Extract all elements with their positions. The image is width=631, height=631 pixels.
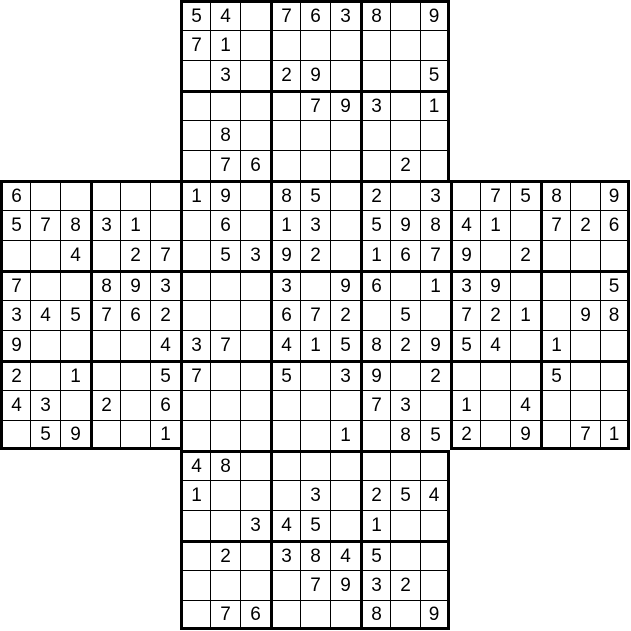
- cell-r2-c14-given: 5: [420, 60, 450, 90]
- cell-r11-c10-given: 1: [300, 330, 330, 360]
- cell-r6-c16-given: 7: [480, 180, 510, 210]
- cell-r4-c14-empty[interactable]: [420, 120, 450, 150]
- cell-r14-c7-empty[interactable]: [210, 420, 240, 450]
- cell-r13-c4-empty[interactable]: [120, 390, 150, 420]
- cell-r7-c12-given: 5: [360, 210, 390, 240]
- cell-r2-c6-empty[interactable]: [180, 60, 210, 90]
- cell-r7-c4-given: 1: [120, 210, 150, 240]
- cell-r9-c12-given: 6: [360, 270, 390, 300]
- cell-r12-c14-given: 2: [420, 360, 450, 390]
- cell-r18-c10-given: 8: [300, 540, 330, 570]
- cell-r9-c2-empty[interactable]: [60, 270, 90, 300]
- cell-r5-c6-empty[interactable]: [180, 150, 210, 180]
- cell-r16-c6-given: 1: [180, 480, 210, 510]
- cell-r2-c9-given: 2: [270, 60, 300, 90]
- cell-r10-c3-given: 7: [90, 300, 120, 330]
- cell-r16-c10-given: 3: [300, 480, 330, 510]
- cell-r13-c16-empty[interactable]: [480, 390, 510, 420]
- cell-r10-c7-empty[interactable]: [210, 300, 240, 330]
- cell-r1-c9-empty[interactable]: [270, 30, 300, 60]
- cell-r6-c5-empty[interactable]: [150, 180, 180, 210]
- cell-r11-c12-given: 8: [360, 330, 390, 360]
- cell-r6-c15-empty[interactable]: [450, 180, 480, 210]
- cell-r14-c12-empty[interactable]: [360, 420, 390, 450]
- cell-r10-c19-given: 9: [570, 300, 600, 330]
- cell-r9-c1-empty[interactable]: [30, 270, 60, 300]
- cell-r19-c13-given: 2: [390, 570, 420, 600]
- cell-r13-c11-empty[interactable]: [330, 390, 360, 420]
- cell-r10-c8-empty[interactable]: [240, 300, 270, 330]
- cell-r13-c8-empty[interactable]: [240, 390, 270, 420]
- cell-r16-c14-given: 4: [420, 480, 450, 510]
- cell-r13-c20-empty[interactable]: [600, 390, 630, 420]
- cell-r16-c11-empty[interactable]: [330, 480, 360, 510]
- cell-r8-c9-given: 9: [270, 240, 300, 270]
- cell-r12-c20-empty[interactable]: [600, 360, 630, 390]
- cell-r7-c19-given: 2: [570, 210, 600, 240]
- cell-r12-c18-given: 5: [540, 360, 570, 390]
- cell-r9-c10-empty[interactable]: [300, 270, 330, 300]
- cell-r7-c6-empty[interactable]: [180, 210, 210, 240]
- cell-r9-c6-empty[interactable]: [180, 270, 210, 300]
- cell-r8-c19-empty[interactable]: [570, 240, 600, 270]
- cell-r8-c13-given: 6: [390, 240, 420, 270]
- cell-r19-c9-empty[interactable]: [270, 570, 300, 600]
- cell-r18-c14-empty[interactable]: [420, 540, 450, 570]
- cell-r12-c6-given: 7: [180, 360, 210, 390]
- cell-r6-c0-given: 6: [0, 180, 30, 210]
- cell-r12-c10-empty[interactable]: [300, 360, 330, 390]
- cell-r12-c8-empty[interactable]: [240, 360, 270, 390]
- cell-r20-c14-given: 9: [420, 600, 450, 630]
- cell-r13-c2-empty[interactable]: [60, 390, 90, 420]
- cell-r20-c13-empty[interactable]: [390, 600, 420, 630]
- cell-r20-c7-given: 7: [210, 600, 240, 630]
- cell-r8-c6-empty[interactable]: [180, 240, 210, 270]
- cell-r18-c6-empty[interactable]: [180, 540, 210, 570]
- cell-r6-c20-given: 9: [600, 180, 630, 210]
- cell-r1-c12-empty[interactable]: [360, 30, 390, 60]
- cell-r4-c10-empty[interactable]: [300, 120, 330, 150]
- cell-r15-c8-empty[interactable]: [240, 450, 270, 480]
- cell-r14-c4-empty[interactable]: [120, 420, 150, 450]
- cell-r12-c16-empty[interactable]: [480, 360, 510, 390]
- cell-r11-c5-given: 4: [150, 330, 180, 360]
- cell-r6-c12-given: 2: [360, 180, 390, 210]
- cell-r3-c10-given: 7: [300, 90, 330, 120]
- cell-r10-c2-given: 5: [60, 300, 90, 330]
- cell-r11-c14-given: 9: [420, 330, 450, 360]
- cell-r11-c19-empty[interactable]: [570, 330, 600, 360]
- cell-r19-c12-given: 3: [360, 570, 390, 600]
- cell-r17-c6-empty[interactable]: [180, 510, 210, 540]
- cell-r9-c0-given: 7: [0, 270, 30, 300]
- cell-r10-c1-given: 4: [30, 300, 60, 330]
- cell-r6-c6-given: 1: [180, 180, 210, 210]
- cell-r6-c7-given: 9: [210, 180, 240, 210]
- cell-r14-c1-given: 5: [30, 420, 60, 450]
- cell-r9-c9-given: 3: [270, 270, 300, 300]
- cell-r17-c8-given: 3: [240, 510, 270, 540]
- cell-r8-c5-given: 7: [150, 240, 180, 270]
- cell-r0-c9-given: 7: [270, 0, 300, 30]
- cell-r8-c7-given: 5: [210, 240, 240, 270]
- cell-r12-c7-empty[interactable]: [210, 360, 240, 390]
- cell-r11-c13-given: 2: [390, 330, 420, 360]
- cell-r10-c11-given: 2: [330, 300, 360, 330]
- cell-r3-c7-empty[interactable]: [210, 90, 240, 120]
- cell-r14-c16-empty[interactable]: [480, 420, 510, 450]
- cell-r1-c6-given: 7: [180, 30, 210, 60]
- cell-r8-c10-given: 2: [300, 240, 330, 270]
- cell-r2-c8-empty[interactable]: [240, 60, 270, 90]
- cell-r1-c10-empty[interactable]: [300, 30, 330, 60]
- cell-r1-c14-empty[interactable]: [420, 30, 450, 60]
- cell-r17-c7-empty[interactable]: [210, 510, 240, 540]
- cell-r10-c20-given: 8: [600, 300, 630, 330]
- cell-r14-c17-given: 9: [510, 420, 540, 450]
- cell-r17-c13-empty[interactable]: [390, 510, 420, 540]
- cell-r14-c9-empty[interactable]: [270, 420, 300, 450]
- cell-r6-c4-empty[interactable]: [120, 180, 150, 210]
- cell-r9-c14-given: 1: [420, 270, 450, 300]
- cell-r7-c11-empty[interactable]: [330, 210, 360, 240]
- cell-r11-c11-given: 5: [330, 330, 360, 360]
- cell-r6-c18-given: 8: [540, 180, 570, 210]
- cell-r14-c0-empty[interactable]: [0, 420, 30, 450]
- cell-r7-c14-given: 8: [420, 210, 450, 240]
- cell-r13-c3-given: 2: [90, 390, 120, 420]
- cell-r12-c9-given: 5: [270, 360, 300, 390]
- cell-r7-c0-given: 5: [0, 210, 30, 240]
- cell-r8-c2-given: 4: [60, 240, 90, 270]
- cell-r11-c7-given: 7: [210, 330, 240, 360]
- cell-r9-c15-given: 3: [450, 270, 480, 300]
- cell-r9-c4-given: 9: [120, 270, 150, 300]
- cell-r14-c8-empty[interactable]: [240, 420, 270, 450]
- cell-r17-c9-given: 4: [270, 510, 300, 540]
- cell-r4-c7-given: 8: [210, 120, 240, 150]
- cell-r11-c4-empty[interactable]: [120, 330, 150, 360]
- cell-r15-c11-empty[interactable]: [330, 450, 360, 480]
- cell-r18-c12-given: 5: [360, 540, 390, 570]
- cell-r3-c14-given: 1: [420, 90, 450, 120]
- cell-r4-c8-empty[interactable]: [240, 120, 270, 150]
- cell-r1-c11-empty[interactable]: [330, 30, 360, 60]
- cell-r8-c20-empty[interactable]: [600, 240, 630, 270]
- cell-r12-c1-empty[interactable]: [30, 360, 60, 390]
- cell-r11-c18-given: 1: [540, 330, 570, 360]
- cell-r9-c11-given: 9: [330, 270, 360, 300]
- cell-r13-c1-given: 3: [30, 390, 60, 420]
- cell-r8-c15-given: 9: [450, 240, 480, 270]
- cell-r12-c2-given: 1: [60, 360, 90, 390]
- cell-r10-c14-empty[interactable]: [420, 300, 450, 330]
- cell-r14-c19-given: 7: [570, 420, 600, 450]
- cell-r6-c14-given: 3: [420, 180, 450, 210]
- cell-r15-c10-empty[interactable]: [300, 450, 330, 480]
- cell-r6-c2-empty[interactable]: [60, 180, 90, 210]
- cell-r15-c14-empty[interactable]: [420, 450, 450, 480]
- cell-r18-c9-given: 3: [270, 540, 300, 570]
- cell-r20-c10-empty[interactable]: [300, 600, 330, 630]
- cell-r8-c11-empty[interactable]: [330, 240, 360, 270]
- cell-r11-c17-empty[interactable]: [510, 330, 540, 360]
- cell-r1-c8-empty[interactable]: [240, 30, 270, 60]
- cell-r5-c7-given: 7: [210, 150, 240, 180]
- cell-r12-c17-empty[interactable]: [510, 360, 540, 390]
- cell-r13-c15-given: 1: [450, 390, 480, 420]
- cell-r13-c19-empty[interactable]: [570, 390, 600, 420]
- cell-r17-c14-empty[interactable]: [420, 510, 450, 540]
- cell-r12-c4-empty[interactable]: [120, 360, 150, 390]
- cell-r15-c13-empty[interactable]: [390, 450, 420, 480]
- cell-r1-c7-given: 1: [210, 30, 240, 60]
- cell-r10-c4-given: 6: [120, 300, 150, 330]
- cell-r10-c15-given: 7: [450, 300, 480, 330]
- cell-r9-c19-empty[interactable]: [570, 270, 600, 300]
- cell-r18-c8-empty[interactable]: [240, 540, 270, 570]
- cell-r6-c10-given: 5: [300, 180, 330, 210]
- cell-r14-c5-given: 1: [150, 420, 180, 450]
- cell-r11-c15-given: 5: [450, 330, 480, 360]
- cell-r17-c11-empty[interactable]: [330, 510, 360, 540]
- cell-r1-c13-empty[interactable]: [390, 30, 420, 60]
- cell-r10-c0-given: 3: [0, 300, 30, 330]
- cell-r10-c12-empty[interactable]: [360, 300, 390, 330]
- cell-r15-c12-empty[interactable]: [360, 450, 390, 480]
- cell-r0-c12-given: 8: [360, 0, 390, 30]
- cell-r11-c1-empty[interactable]: [30, 330, 60, 360]
- cell-r17-c10-given: 5: [300, 510, 330, 540]
- cell-r6-c13-empty[interactable]: [390, 180, 420, 210]
- cell-r0-c13-empty[interactable]: [390, 0, 420, 30]
- cell-r9-c20-given: 5: [600, 270, 630, 300]
- cell-r9-c17-empty[interactable]: [510, 270, 540, 300]
- cell-r8-c1-empty[interactable]: [30, 240, 60, 270]
- cell-r4-c12-empty[interactable]: [360, 120, 390, 150]
- cell-r6-c8-empty[interactable]: [240, 180, 270, 210]
- cell-r20-c9-empty[interactable]: [270, 600, 300, 630]
- cell-r7-c15-given: 4: [450, 210, 480, 240]
- cell-r8-c3-empty[interactable]: [90, 240, 120, 270]
- cell-r20-c12-given: 8: [360, 600, 390, 630]
- cell-r8-c14-given: 7: [420, 240, 450, 270]
- cell-r5-c14-empty[interactable]: [420, 150, 450, 180]
- cell-r13-c14-empty[interactable]: [420, 390, 450, 420]
- cell-r10-c9-given: 6: [270, 300, 300, 330]
- cell-r3-c12-given: 3: [360, 90, 390, 120]
- cell-r7-c16-given: 1: [480, 210, 510, 240]
- cell-r12-c0-given: 2: [0, 360, 30, 390]
- cell-r20-c6-empty[interactable]: [180, 600, 210, 630]
- cell-r6-c9-given: 8: [270, 180, 300, 210]
- cell-r19-c14-empty[interactable]: [420, 570, 450, 600]
- cell-r0-c7-given: 4: [210, 0, 240, 30]
- cell-r0-c6-given: 5: [180, 0, 210, 30]
- cell-r10-c5-given: 2: [150, 300, 180, 330]
- cell-r8-c8-given: 3: [240, 240, 270, 270]
- cell-r14-c11-given: 1: [330, 420, 360, 450]
- cell-r17-c12-given: 1: [360, 510, 390, 540]
- cell-r9-c16-given: 9: [480, 270, 510, 300]
- cell-r5-c8-given: 6: [240, 150, 270, 180]
- cell-r9-c5-given: 3: [150, 270, 180, 300]
- cell-r18-c13-empty[interactable]: [390, 540, 420, 570]
- cell-r10-c6-empty[interactable]: [180, 300, 210, 330]
- cell-r7-c20-given: 6: [600, 210, 630, 240]
- cell-r5-c13-given: 2: [390, 150, 420, 180]
- cell-r13-c12-given: 7: [360, 390, 390, 420]
- cell-r13-c0-given: 4: [0, 390, 30, 420]
- cell-r14-c10-empty[interactable]: [300, 420, 330, 450]
- cell-r15-c6-given: 4: [180, 450, 210, 480]
- cell-r9-c13-empty[interactable]: [390, 270, 420, 300]
- cell-r4-c11-empty[interactable]: [330, 120, 360, 150]
- cell-r5-c11-empty[interactable]: [330, 150, 360, 180]
- cell-r10-c17-given: 1: [510, 300, 540, 330]
- cell-r12-c11-given: 3: [330, 360, 360, 390]
- cell-r13-c17-given: 4: [510, 390, 540, 420]
- cell-r11-c20-empty[interactable]: [600, 330, 630, 360]
- cell-r8-c18-empty[interactable]: [540, 240, 570, 270]
- cell-r13-c6-empty[interactable]: [180, 390, 210, 420]
- cell-r5-c9-empty[interactable]: [270, 150, 300, 180]
- cell-r11-c6-given: 3: [180, 330, 210, 360]
- cell-r9-c8-empty[interactable]: [240, 270, 270, 300]
- cell-r15-c9-empty[interactable]: [270, 450, 300, 480]
- cell-r12-c15-empty[interactable]: [450, 360, 480, 390]
- cell-r2-c11-empty[interactable]: [330, 60, 360, 90]
- cell-r11-c9-given: 4: [270, 330, 300, 360]
- cell-r9-c18-empty[interactable]: [540, 270, 570, 300]
- cell-r7-c17-empty[interactable]: [510, 210, 540, 240]
- cell-r11-c3-empty[interactable]: [90, 330, 120, 360]
- cell-r16-c9-empty[interactable]: [270, 480, 300, 510]
- cell-r19-c6-empty[interactable]: [180, 570, 210, 600]
- cell-r8-c16-empty[interactable]: [480, 240, 510, 270]
- cell-r13-c7-empty[interactable]: [210, 390, 240, 420]
- cell-r18-c7-given: 2: [210, 540, 240, 570]
- cell-r7-c8-empty[interactable]: [240, 210, 270, 240]
- cell-r0-c14-given: 9: [420, 0, 450, 30]
- cell-r8-c0-empty[interactable]: [0, 240, 30, 270]
- cell-r13-c10-empty[interactable]: [300, 390, 330, 420]
- cell-r2-c12-empty[interactable]: [360, 60, 390, 90]
- cell-r7-c18-given: 7: [540, 210, 570, 240]
- cell-r5-c10-empty[interactable]: [300, 150, 330, 180]
- cell-r2-c7-given: 3: [210, 60, 240, 90]
- cell-r9-c3-given: 8: [90, 270, 120, 300]
- cell-r12-c19-empty[interactable]: [570, 360, 600, 390]
- cell-r19-c10-given: 7: [300, 570, 330, 600]
- cell-r3-c6-empty[interactable]: [180, 90, 210, 120]
- cell-r6-c3-empty[interactable]: [90, 180, 120, 210]
- cell-r2-c10-given: 9: [300, 60, 330, 90]
- cell-r7-c5-empty[interactable]: [150, 210, 180, 240]
- cell-r13-c5-given: 6: [150, 390, 180, 420]
- cell-r0-c11-given: 3: [330, 0, 360, 30]
- cell-r13-c13-given: 3: [390, 390, 420, 420]
- cell-r10-c16-given: 2: [480, 300, 510, 330]
- cell-r5-c12-empty[interactable]: [360, 150, 390, 180]
- cell-r3-c13-empty[interactable]: [390, 90, 420, 120]
- cell-r3-c11-given: 9: [330, 90, 360, 120]
- cell-r12-c3-empty[interactable]: [90, 360, 120, 390]
- cell-r19-c8-empty[interactable]: [240, 570, 270, 600]
- cell-r10-c10-given: 7: [300, 300, 330, 330]
- cell-r16-c13-given: 5: [390, 480, 420, 510]
- cell-r14-c13-given: 8: [390, 420, 420, 450]
- cell-r6-c19-empty[interactable]: [570, 180, 600, 210]
- cell-r7-c2-given: 8: [60, 210, 90, 240]
- cell-r6-c1-empty[interactable]: [30, 180, 60, 210]
- cell-r11-c2-empty[interactable]: [60, 330, 90, 360]
- cell-r7-c1-given: 7: [30, 210, 60, 240]
- cell-r16-c7-empty[interactable]: [210, 480, 240, 510]
- cell-r20-c8-given: 6: [240, 600, 270, 630]
- cell-r15-c7-given: 8: [210, 450, 240, 480]
- cell-r3-c8-empty[interactable]: [240, 90, 270, 120]
- cell-r11-c0-given: 9: [0, 330, 30, 360]
- cell-r8-c4-given: 2: [120, 240, 150, 270]
- cell-r9-c7-empty[interactable]: [210, 270, 240, 300]
- cell-r12-c12-given: 9: [360, 360, 390, 390]
- cell-r11-c16-given: 4: [480, 330, 510, 360]
- cell-r7-c9-given: 1: [270, 210, 300, 240]
- cell-r19-c11-given: 9: [330, 570, 360, 600]
- cell-r14-c6-empty[interactable]: [180, 420, 210, 450]
- cell-r8-c12-given: 1: [360, 240, 390, 270]
- cell-r14-c3-empty[interactable]: [90, 420, 120, 450]
- cell-r6-c11-empty[interactable]: [330, 180, 360, 210]
- cell-r10-c13-given: 5: [390, 300, 420, 330]
- cell-r19-c7-empty[interactable]: [210, 570, 240, 600]
- cell-r16-c8-empty[interactable]: [240, 480, 270, 510]
- cell-r6-c17-given: 5: [510, 180, 540, 210]
- cell-r7-c13-given: 9: [390, 210, 420, 240]
- cell-r7-c7-given: 6: [210, 210, 240, 240]
- cell-r4-c6-empty[interactable]: [180, 120, 210, 150]
- cell-r16-c12-given: 2: [360, 480, 390, 510]
- cell-r14-c15-given: 2: [450, 420, 480, 450]
- cell-r8-c17-given: 2: [510, 240, 540, 270]
- cell-r18-c11-given: 4: [330, 540, 360, 570]
- cell-r11-c8-empty[interactable]: [240, 330, 270, 360]
- cell-r3-c9-empty[interactable]: [270, 90, 300, 120]
- cell-r12-c5-given: 5: [150, 360, 180, 390]
- cell-r14-c14-given: 5: [420, 420, 450, 450]
- cell-r14-c20-given: 1: [600, 420, 630, 450]
- cell-r12-c13-empty[interactable]: [390, 360, 420, 390]
- cell-r10-c18-empty[interactable]: [540, 300, 570, 330]
- cell-r7-c10-given: 3: [300, 210, 330, 240]
- cell-r20-c11-empty[interactable]: [330, 600, 360, 630]
- cell-r2-c13-empty[interactable]: [390, 60, 420, 90]
- cell-r7-c3-given: 3: [90, 210, 120, 240]
- cell-r4-c9-empty[interactable]: [270, 120, 300, 150]
- cell-r0-c8-empty[interactable]: [240, 0, 270, 30]
- cell-r13-c9-empty[interactable]: [270, 390, 300, 420]
- cell-r13-c18-empty[interactable]: [540, 390, 570, 420]
- cell-r4-c13-empty[interactable]: [390, 120, 420, 150]
- cell-r0-c10-given: 6: [300, 0, 330, 30]
- cell-r14-c18-empty[interactable]: [540, 420, 570, 450]
- cell-r14-c2-given: 9: [60, 420, 90, 450]
